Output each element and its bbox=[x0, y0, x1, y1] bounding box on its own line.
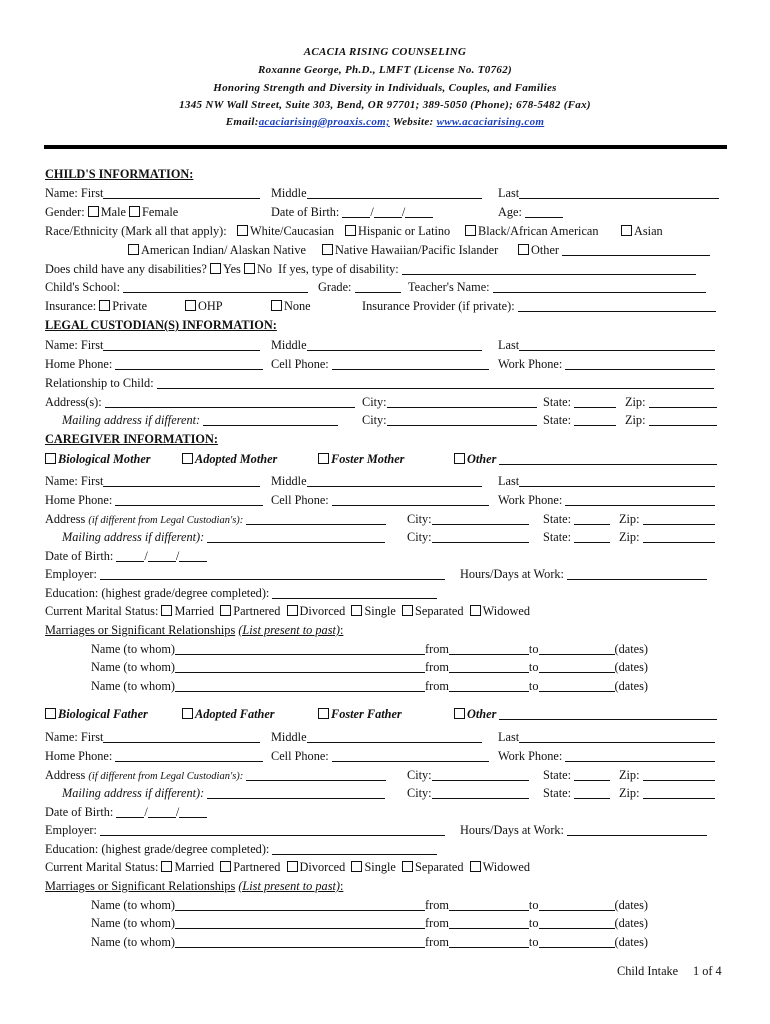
other-mother: Other bbox=[454, 452, 717, 467]
insurance: Insurance: Private bbox=[45, 299, 148, 313]
pacific-checkbox[interactable] bbox=[322, 244, 333, 255]
race-other: Other bbox=[518, 243, 710, 258]
father-rel1-to[interactable] bbox=[539, 899, 615, 911]
insurance-ohp: OHP bbox=[185, 299, 223, 314]
legal-middle-field[interactable] bbox=[307, 339, 482, 351]
mother-mailing-field[interactable] bbox=[207, 531, 385, 543]
mother-rel2-from[interactable] bbox=[449, 661, 529, 673]
father-middle-name: Middle bbox=[271, 730, 482, 745]
mother-state: State: bbox=[543, 512, 610, 527]
race-pacific: Native Hawaiian/Pacific Islander bbox=[322, 243, 498, 258]
child-age: Age: bbox=[498, 205, 563, 220]
bio-father-checkbox[interactable] bbox=[45, 708, 56, 719]
insurance-none: None bbox=[271, 299, 311, 314]
hispanic-checkbox[interactable] bbox=[345, 225, 356, 236]
father-last-field[interactable] bbox=[519, 731, 715, 743]
legal-last-name: Last bbox=[498, 338, 715, 353]
legal-work-phone: Work Phone: bbox=[498, 357, 715, 372]
race-other-field[interactable] bbox=[562, 244, 710, 256]
mother-education-field[interactable] bbox=[272, 587, 437, 599]
father-relationship-row: Name (to whom) from to (dates) bbox=[91, 935, 648, 949]
mother-work-field[interactable] bbox=[565, 494, 715, 506]
father-education-field[interactable] bbox=[272, 843, 437, 855]
father-city: City: bbox=[407, 768, 529, 783]
tagline: Honoring Strength and Diversity in Individuals, Couples, and Families bbox=[213, 82, 557, 94]
child-first-name: Name: First bbox=[45, 186, 260, 201]
father-zip-field[interactable] bbox=[643, 769, 715, 781]
mother-mailing-state: State: bbox=[543, 530, 610, 545]
native-american-checkbox[interactable] bbox=[128, 244, 139, 255]
ohp-checkbox[interactable] bbox=[185, 300, 196, 311]
father-first-field[interactable] bbox=[103, 731, 260, 743]
mother-mailing-city: City: bbox=[407, 530, 529, 545]
disability-type-field[interactable] bbox=[402, 263, 696, 275]
legal-zip-field[interactable] bbox=[649, 396, 717, 408]
mother-state-field[interactable] bbox=[574, 513, 610, 525]
mother-mailing-state-field[interactable] bbox=[574, 531, 610, 543]
legal-address-field[interactable] bbox=[105, 396, 355, 408]
page-number: 1 of 4 bbox=[693, 964, 722, 978]
child-first-name-field[interactable] bbox=[103, 187, 260, 199]
race-white: White/Caucasian bbox=[237, 224, 334, 239]
father-rel1-name[interactable] bbox=[175, 899, 425, 911]
mother-partnered-checkbox[interactable] bbox=[220, 605, 231, 616]
father-hours: Hours/Days at Work: bbox=[460, 823, 707, 838]
legal-mailing-city: City: bbox=[362, 413, 537, 428]
contact-web: Email:acaciarising@proaxis.com; Website: www.acaciarising.com bbox=[225, 116, 545, 128]
mother-work-phone: Work Phone: bbox=[498, 493, 715, 508]
father-zip: Zip: bbox=[619, 768, 715, 783]
father-home-field[interactable] bbox=[115, 750, 263, 762]
adopted-father: Adopted Father bbox=[182, 707, 275, 722]
mother-rel2-to[interactable] bbox=[539, 661, 615, 673]
father-education: Education: (highest grade/degree completed): bbox=[45, 842, 437, 857]
mother-city: City: bbox=[407, 512, 529, 527]
private-checkbox[interactable] bbox=[99, 300, 110, 311]
foster-father: Foster Father bbox=[318, 707, 402, 722]
foster-father-checkbox[interactable] bbox=[318, 708, 329, 719]
father-work-field[interactable] bbox=[565, 750, 715, 762]
black-checkbox[interactable] bbox=[465, 225, 476, 236]
mother-married-checkbox[interactable] bbox=[161, 605, 172, 616]
other-mother-checkbox[interactable] bbox=[454, 453, 465, 464]
mother-relationship-row: Name (to whom) from to (dates) bbox=[91, 679, 648, 693]
org-name: ACACIA RISING COUNSELING bbox=[303, 46, 467, 58]
race-other-checkbox[interactable] bbox=[518, 244, 529, 255]
mother-home-field[interactable] bbox=[115, 494, 263, 506]
mother-marital-status: Current Marital Status: Married Partnered Divorced Single Separated Widowed bbox=[45, 604, 530, 618]
father-middle-field[interactable] bbox=[307, 731, 482, 743]
mother-mailing-zip-field[interactable] bbox=[643, 531, 715, 543]
legal-mailing-zip: Zip: bbox=[625, 413, 717, 428]
father-mailing: Mailing address if different): bbox=[62, 786, 385, 801]
teacher-field[interactable] bbox=[493, 281, 706, 293]
legal-city: City: bbox=[362, 395, 537, 410]
legal-state: State: bbox=[543, 395, 616, 410]
mother-marriages-label: Marriages or Significant Relationships (List present to past): bbox=[45, 623, 344, 637]
father-city-field[interactable] bbox=[432, 769, 529, 781]
race-native-american: American Indian/ Alaskan Native bbox=[128, 243, 306, 258]
adopted-mother-checkbox[interactable] bbox=[182, 453, 193, 464]
foster-mother-checkbox[interactable] bbox=[318, 453, 329, 464]
father-mailing-zip-field[interactable] bbox=[643, 787, 715, 799]
father-single-checkbox[interactable] bbox=[351, 861, 362, 872]
mother-employer: Employer: bbox=[45, 567, 445, 582]
mother-dob-month[interactable] bbox=[116, 550, 144, 562]
mother-mailing-zip: Zip: bbox=[619, 530, 715, 545]
mother-home-phone: Home Phone: bbox=[45, 493, 263, 508]
child-gender: Gender: Male Female bbox=[45, 205, 179, 219]
grade-field[interactable] bbox=[355, 281, 401, 293]
father-cell-field[interactable] bbox=[332, 750, 489, 762]
legal-first-field[interactable] bbox=[103, 339, 260, 351]
school-field[interactable] bbox=[123, 281, 308, 293]
mother-city-field[interactable] bbox=[432, 513, 529, 525]
child-middle-name: Middle bbox=[271, 186, 482, 201]
mother-cell-field[interactable] bbox=[332, 494, 489, 506]
father-dob-year[interactable] bbox=[179, 806, 207, 818]
relationship-field[interactable] bbox=[157, 377, 714, 389]
mother-last-name: Last bbox=[498, 474, 715, 489]
father-first-name: Name: First bbox=[45, 730, 260, 745]
legal-address: Address(s): bbox=[45, 395, 355, 410]
legal-home-field[interactable] bbox=[115, 358, 263, 370]
father-state: State: bbox=[543, 768, 610, 783]
child-dob-month[interactable] bbox=[342, 206, 370, 218]
legal-mailing-city-field[interactable] bbox=[387, 414, 537, 426]
race-hispanic: Hispanic or Latino bbox=[345, 224, 450, 239]
race-label: Race/Ethnicity (Mark all that apply): bbox=[45, 224, 227, 238]
other-mother-field[interactable] bbox=[499, 453, 717, 465]
father-home-phone: Home Phone: bbox=[45, 749, 263, 764]
father-married-checkbox[interactable] bbox=[161, 861, 172, 872]
father-widowed-checkbox[interactable] bbox=[470, 861, 481, 872]
mother-middle-field[interactable] bbox=[307, 475, 482, 487]
mother-widowed-checkbox[interactable] bbox=[470, 605, 481, 616]
section-caregiver: CAREGIVER INFORMATION: bbox=[45, 432, 218, 446]
other-father-checkbox[interactable] bbox=[454, 708, 465, 719]
father-separated-checkbox[interactable] bbox=[402, 861, 413, 872]
website-link[interactable]: www.acaciarising.com bbox=[436, 116, 545, 128]
mother-last-field[interactable] bbox=[519, 475, 715, 487]
mother-hours-field[interactable] bbox=[567, 568, 707, 580]
mother-divorced-checkbox[interactable] bbox=[287, 605, 298, 616]
father-marriages-label: Marriages or Significant Relationships (List present to past): bbox=[45, 879, 344, 893]
mother-rel3-to[interactable] bbox=[539, 680, 615, 692]
father-last-name: Last bbox=[498, 730, 715, 745]
mother-dob: Date of Birth: / / bbox=[45, 549, 207, 564]
legal-middle-name: Middle bbox=[271, 338, 482, 353]
child-last-name: Last bbox=[498, 186, 719, 201]
legal-last-field[interactable] bbox=[519, 339, 715, 351]
disability-question: Does child have any disabilities? Yes No If yes, type of disability: bbox=[45, 262, 696, 277]
mother-first-field[interactable] bbox=[103, 475, 260, 487]
mother-rel1-to[interactable] bbox=[539, 643, 615, 655]
mother-rel1-from[interactable] bbox=[449, 643, 529, 655]
legal-mailing-zip-field[interactable] bbox=[649, 414, 717, 426]
father-address-field[interactable] bbox=[246, 769, 386, 781]
father-mailing-city-field[interactable] bbox=[432, 787, 529, 799]
child-dob-day[interactable] bbox=[374, 206, 402, 218]
email-link[interactable]: acaciarising@proaxis.com; bbox=[258, 116, 390, 128]
child-school: Child's School: bbox=[45, 280, 308, 295]
father-dob-day[interactable] bbox=[148, 806, 176, 818]
legal-mailing-field[interactable] bbox=[203, 414, 338, 426]
father-partnered-checkbox[interactable] bbox=[220, 861, 231, 872]
child-middle-name-field[interactable] bbox=[307, 187, 482, 199]
legal-state-field[interactable] bbox=[574, 396, 616, 408]
mother-hours: Hours/Days at Work: bbox=[460, 567, 707, 582]
father-relationship-row: Name (to whom) from to (dates) bbox=[91, 898, 648, 912]
father-work-phone: Work Phone: bbox=[498, 749, 715, 764]
male-checkbox[interactable] bbox=[88, 206, 99, 217]
child-dob-year[interactable] bbox=[405, 206, 433, 218]
other-father-field[interactable] bbox=[499, 708, 717, 720]
header-divider bbox=[44, 145, 727, 149]
mother-mailing: Mailing address if different): bbox=[62, 530, 385, 545]
legal-first-name: Name: First bbox=[45, 338, 260, 353]
father-state-field[interactable] bbox=[574, 769, 610, 781]
adopted-mother: Adopted Mother bbox=[182, 452, 277, 467]
father-rel2-name[interactable] bbox=[175, 917, 425, 929]
mother-rel1-name[interactable] bbox=[175, 643, 425, 655]
father-hours-field[interactable] bbox=[567, 824, 707, 836]
footer-label: Child Intake bbox=[617, 964, 679, 978]
mother-first-name: Name: First bbox=[45, 474, 260, 489]
mother-address-field[interactable] bbox=[246, 513, 386, 525]
relationship: Relationship to Child: bbox=[45, 376, 714, 391]
father-rel3-name[interactable] bbox=[175, 936, 425, 948]
child-last-name-field[interactable] bbox=[519, 187, 719, 199]
father-mailing-zip: Zip: bbox=[619, 786, 715, 801]
father-mailing-state-field[interactable] bbox=[574, 787, 610, 799]
legal-mailing: Mailing address if different: bbox=[62, 413, 338, 428]
father-dob-month[interactable] bbox=[116, 806, 144, 818]
child-dob: Date of Birth: / / bbox=[271, 205, 433, 220]
clinician-line: Roxanne George, Ph.D., LMFT (License No. T0762) bbox=[258, 64, 512, 76]
father-rel2-from[interactable] bbox=[449, 917, 529, 929]
white-checkbox[interactable] bbox=[237, 225, 248, 236]
legal-home-phone: Home Phone: bbox=[45, 357, 263, 372]
none-checkbox[interactable] bbox=[271, 300, 282, 311]
legal-mailing-state: State: bbox=[543, 413, 616, 428]
father-employer: Employer: bbox=[45, 823, 445, 838]
child-age-field[interactable] bbox=[525, 206, 563, 218]
father-divorced-checkbox[interactable] bbox=[287, 861, 298, 872]
section-legal-custodian: LEGAL CUSTODIAN(S) INFORMATION: bbox=[45, 318, 277, 332]
bio-father: Biological Father bbox=[45, 707, 148, 722]
teacher-name: Teacher's Name: bbox=[408, 280, 706, 295]
mother-zip: Zip: bbox=[619, 512, 715, 527]
mother-dob-year[interactable] bbox=[179, 550, 207, 562]
mother-dob-day[interactable] bbox=[148, 550, 176, 562]
race-black: Black/African American bbox=[465, 224, 599, 239]
father-mailing-field[interactable] bbox=[207, 787, 385, 799]
contact-address: 1345 NW Wall Street, Suite 303, Bend, OR 97701; 389-5050 (Phone); 678-5482 (Fax) bbox=[179, 99, 591, 111]
mother-rel3-from[interactable] bbox=[449, 680, 529, 692]
mother-single-checkbox[interactable] bbox=[351, 605, 362, 616]
mother-relationship-row: Name (to whom) from to (dates) bbox=[91, 660, 648, 674]
father-rel3-from[interactable] bbox=[449, 936, 529, 948]
father-relationship-row: Name (to whom) from to (dates) bbox=[91, 916, 648, 930]
asian-checkbox[interactable] bbox=[621, 225, 632, 236]
father-rel2-to[interactable] bbox=[539, 917, 615, 929]
mother-cell-phone: Cell Phone: bbox=[271, 493, 489, 508]
bio-mother-checkbox[interactable] bbox=[45, 453, 56, 464]
legal-cell-field[interactable] bbox=[332, 358, 489, 370]
father-address: Address (if different from Legal Custodian's): bbox=[45, 768, 386, 784]
mother-relationship-row: Name (to whom) from to (dates) bbox=[91, 642, 648, 656]
adopted-father-checkbox[interactable] bbox=[182, 708, 193, 719]
legal-cell-phone: Cell Phone: bbox=[271, 357, 489, 372]
child-grade: Grade: bbox=[318, 280, 401, 295]
mother-rel3-name[interactable] bbox=[175, 680, 425, 692]
disability-no-checkbox[interactable] bbox=[244, 263, 255, 274]
father-mailing-city: City: bbox=[407, 786, 529, 801]
mother-rel2-name[interactable] bbox=[175, 661, 425, 673]
father-mailing-state: State: bbox=[543, 786, 610, 801]
mother-separated-checkbox[interactable] bbox=[402, 605, 413, 616]
father-cell-phone: Cell Phone: bbox=[271, 749, 489, 764]
mother-zip-field[interactable] bbox=[643, 513, 715, 525]
other-father: Other bbox=[454, 707, 717, 722]
section-child-info: CHILD'S INFORMATION: bbox=[45, 167, 194, 181]
legal-city-field[interactable] bbox=[387, 396, 537, 408]
mother-address: Address (if different from Legal Custodian's): bbox=[45, 512, 386, 528]
mother-middle-name: Middle bbox=[271, 474, 482, 489]
father-rel3-to[interactable] bbox=[539, 936, 615, 948]
disability-yes-checkbox[interactable] bbox=[210, 263, 221, 274]
mother-education: Education: (highest grade/degree completed): bbox=[45, 586, 437, 601]
bio-mother: Biological Mother bbox=[45, 452, 151, 467]
legal-zip: Zip: bbox=[625, 395, 717, 410]
female-checkbox[interactable] bbox=[129, 206, 140, 217]
father-employer-field[interactable] bbox=[100, 824, 445, 836]
insurance-provider: Insurance Provider (if private): bbox=[362, 299, 716, 314]
mother-employer-field[interactable] bbox=[100, 568, 445, 580]
legal-mailing-state-field[interactable] bbox=[574, 414, 616, 426]
provider-field[interactable] bbox=[518, 300, 716, 312]
legal-work-field[interactable] bbox=[565, 358, 715, 370]
mother-mailing-city-field[interactable] bbox=[432, 531, 529, 543]
foster-mother: Foster Mother bbox=[318, 452, 404, 467]
father-marital-status: Current Marital Status: Married Partnered Divorced Single Separated Widowed bbox=[45, 860, 530, 874]
race-asian: Asian bbox=[621, 224, 663, 239]
father-rel1-from[interactable] bbox=[449, 899, 529, 911]
father-dob: Date of Birth: / / bbox=[45, 805, 207, 820]
